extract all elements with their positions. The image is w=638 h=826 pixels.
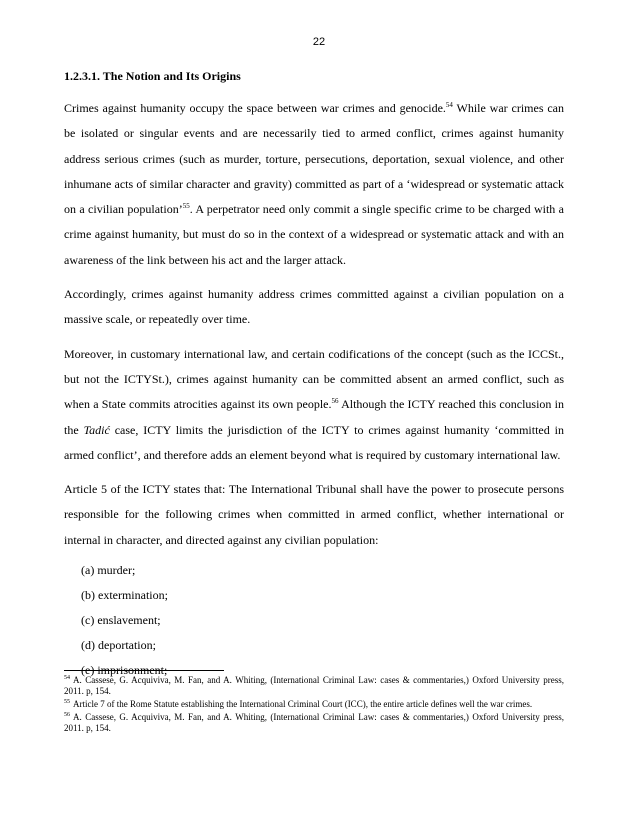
list-item: (e) imprisonment; — [81, 663, 168, 678]
list-item: (a) murder; — [81, 563, 136, 578]
footnote-ref-56[interactable]: 56 — [331, 397, 339, 406]
paragraph-1 — [64, 96, 564, 273]
footnote-text: Article 7 of the Rome Statute establishing the International Criminal Court (ICC), the entire article defines well the war crimes. — [73, 699, 533, 709]
page-body — [64, 68, 564, 683]
case-name: Tadić — [83, 422, 110, 437]
footnote — [64, 699, 564, 710]
paragraph-3-text-b: Although the ICTY reached this conclusion in the — [64, 397, 564, 437]
footnote-number: 54 — [64, 675, 70, 681]
section-heading: 1.2.3.1. The Notion and Its Origins — [64, 69, 241, 83]
paragraph-2: Accordingly, crimes against humanity address crimes committed against a civilian population on a massive scale, or repeatedly over time. — [64, 287, 564, 327]
list-item: (d) deportation; — [81, 638, 156, 653]
page-number: 22 — [312, 36, 326, 48]
paragraph-1-text-a: Crimes against humanity occupy the space between war crimes and genocide. — [64, 101, 446, 115]
paragraph-3-text-a: Moreover, in customary international law, and certain codifications of the concept (such as the ICCSt., but not the ICTYSt.), crimes against humanity can be committed absent an armed conflict, such as when a State commits atrocities against its own people. — [64, 346, 564, 412]
footnote-number: 56 — [64, 712, 70, 718]
list-item: (b) extermination; — [81, 588, 168, 603]
footnote-divider — [64, 670, 224, 671]
crime-list — [64, 558, 564, 683]
paragraph-1-text-c: . A perpetrator need only commit a single specific crime to be charged with a crime against humanity, but must do so in the context of a widespread or systematic attack and with an awareness of the link between his act and the larger attack. — [64, 202, 564, 267]
footnote-ref-55[interactable]: 55 — [182, 202, 190, 211]
footnote — [64, 675, 564, 697]
paragraph-3 — [64, 342, 564, 468]
footnote-text: A. Cassese, G. Acquiviva, M. Fan, and A. Whiting, (International Criminal Law: cases & commentaries,) Oxford University press, 2011. p, 154. — [64, 675, 564, 696]
footnote-number: 55 — [64, 699, 70, 705]
list-item: (c) enslavement; — [81, 613, 161, 628]
footnotes — [64, 675, 564, 736]
paragraph-4: Article 5 of the ICTY states that: The International Tribunal shall have the power to prosecute persons responsible for the following crimes when committed in armed conflict, whether international or internal in character, and directed against any civilian population: — [64, 482, 564, 547]
paragraph-1-text-b: While war crimes can be isolated or singular events and are necessarily tied to armed conflict, crimes against humanity address serious crimes (such as murder, torture, persecutions, deportation, sexual violence, and other inhumane acts of similar character and gravity) committed as part of a ‘widespread or systematic attack on a civilian population’ — [64, 101, 564, 217]
footnote-ref-54[interactable]: 54 — [445, 101, 453, 109]
paragraph-3-text-c: case, ICTY limits the jurisdiction of the ICTY to crimes against humanity ‘committed in armed conflict’, and therefore adds an element beyond what is required by customary international law. — [64, 422, 564, 462]
footnote-text: A. Cassese, G. Acquiviva, M. Fan, and A. Whiting, (International Criminal Law: cases & commentaries,) Oxford University press, 2011. p, 154. — [64, 712, 564, 733]
footnote — [64, 712, 564, 734]
